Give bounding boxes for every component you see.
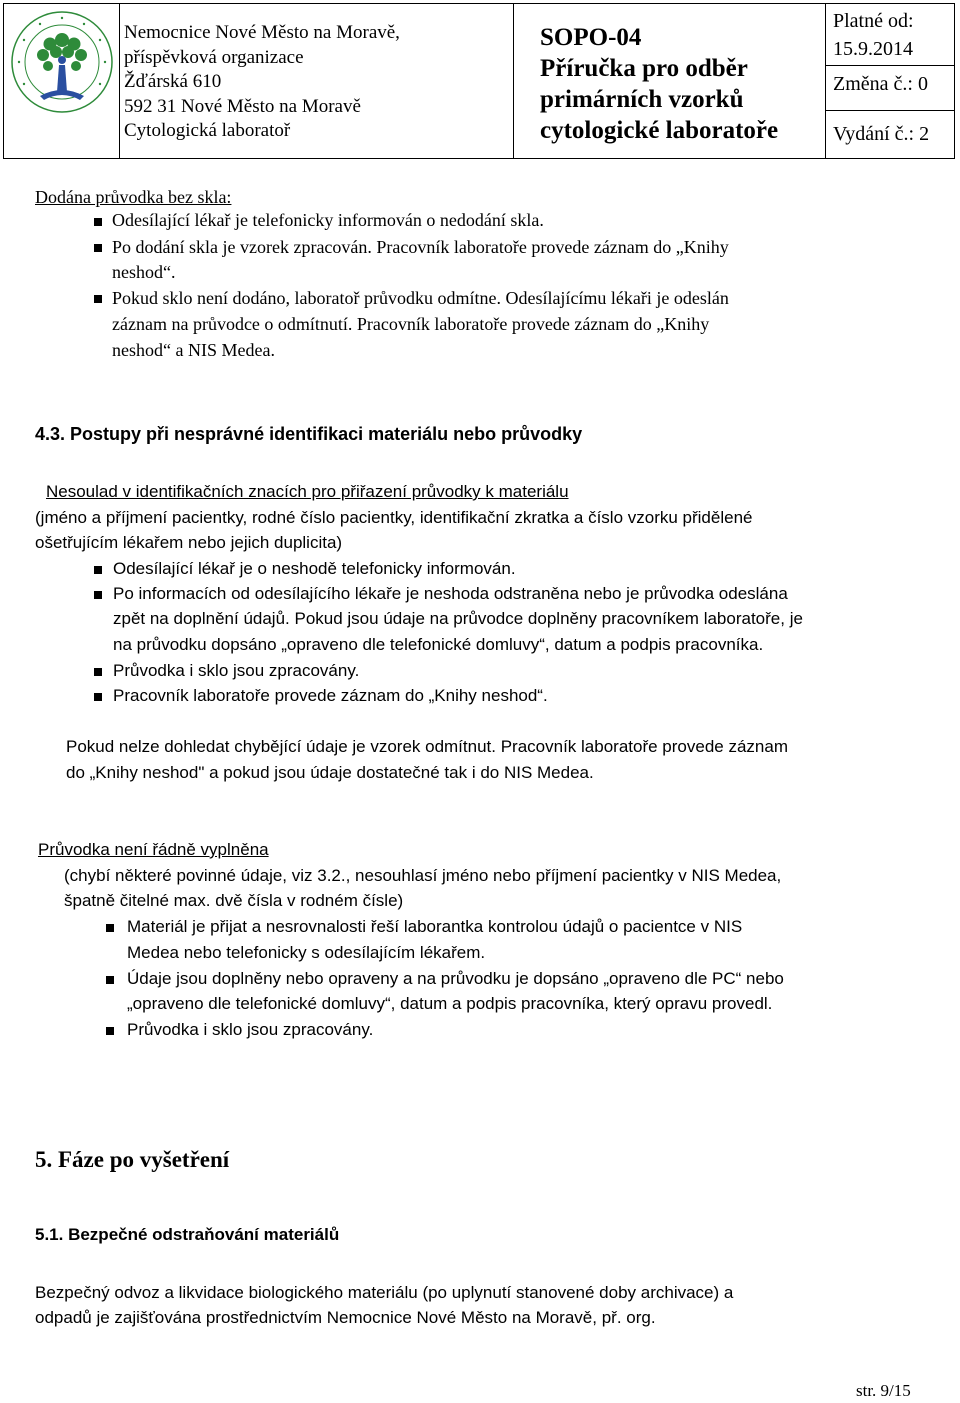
- organization-address: [124, 21, 400, 144]
- sub2-item-3: Průvodka i sklo jsou zpracovány.: [127, 1020, 374, 1039]
- sec-a-item-2: Po dodání skla je vzorek zpracován. Pracovník laboratoře provede záznam do „Knihy: [112, 237, 729, 257]
- document-title: [540, 22, 778, 146]
- section-5-1-title: 5.1. Bezpečné odstraňování materiálů: [35, 1225, 340, 1244]
- bullet-icon: [94, 668, 102, 676]
- doc-title-line-1: Příručka pro odběr: [540, 55, 748, 82]
- document-header: [3, 3, 955, 159]
- sec-a-item-3-cont-2: neshod“ a NIS Medea.: [112, 340, 275, 360]
- document-meta-cell: [826, 4, 954, 158]
- sec-a-item-3-cont-1: záznam na průvodce o odmítnutí. Pracovník laboratoře provede záznam do „Knihy: [112, 314, 710, 334]
- edition-row: [826, 111, 954, 158]
- valid-from-date: 15.9.2014: [833, 38, 913, 60]
- sec-a-item-2-cont: neshod“.: [112, 262, 176, 282]
- sub1-item-1: Odesílající lékař je o neshodě telefonicky informován.: [113, 559, 516, 578]
- section-5-1-text-1: Bezpečný odvoz a likvidace biologického materiálu (po uplynutí stanovené doby archivace) a: [35, 1283, 734, 1302]
- valid-from-row: [826, 4, 954, 66]
- change-number: Změna č.: 0: [833, 73, 928, 95]
- section-4-3-title: 4.3. Postupy při nesprávné identifikaci materiálu nebo průvodky: [35, 424, 583, 444]
- logo-cell: [4, 4, 120, 158]
- valid-from-label: Platné od:: [833, 10, 914, 32]
- sub2-intro-1: (chybí některé povinné údaje, viz 3.2., nesouhlasí jméno nebo příjmení pacientky v NIS Medea,: [64, 866, 782, 885]
- doc-title-line-2: primárních vzorků: [540, 86, 744, 113]
- sub2-item-2: Údaje jsou doplněny nebo opraveny a na průvodku je dopsáno „opraveno dle PC“ nebo: [127, 969, 784, 988]
- org-department: Cytologická laboratoř: [124, 120, 291, 141]
- org-city: 592 31 Nové Město na Moravě: [124, 95, 361, 117]
- org-street: Žďárská 610: [124, 71, 222, 92]
- bullet-icon: [106, 1027, 114, 1035]
- sub1-note-2: do „Knihy neshod" a pokud jsou údaje dostatečné tak i do NIS Medea.: [66, 763, 594, 782]
- org-name: Nemocnice Nové Město na Moravě,: [124, 22, 400, 43]
- sub1-item-4: Pracovník laboratoře provede záznam do „Knihy neshod“.: [113, 686, 548, 705]
- doc-code: SOPO-04: [540, 24, 642, 51]
- edition-number: Vydání č.: 2: [833, 123, 930, 145]
- bullet-icon: [94, 295, 102, 303]
- bullet-icon: [94, 244, 102, 252]
- section-5-title: 5. Fáze po vyšetření: [35, 1147, 230, 1172]
- sub1-item-2-cont-1: zpět na doplnění údajů. Pokud jsou údaje na průvodce doplněny pracovníkem laboratoře, je: [113, 609, 803, 628]
- sec-a-item-1: Odesílající lékař je telefonicky informován o nedodání skla.: [112, 210, 544, 230]
- org-type: příspěvková organizace: [124, 46, 304, 68]
- hospital-logo-icon: [10, 10, 114, 114]
- bullet-icon: [94, 591, 102, 599]
- sub2-item-1-cont: Medea nebo telefonicky s odesílajícím lékařem.: [127, 943, 486, 962]
- sub1-item-3: Průvodka i sklo jsou zpracovány.: [113, 661, 360, 680]
- document-title-cell: [514, 4, 826, 158]
- sub1-intro-2: ošetřujícím lékařem nebo jejich duplicita): [35, 533, 343, 552]
- organization-cell: [120, 4, 514, 158]
- sub2-item-2-cont: „opraveno dle telefonické domluvy“, datum a podpis pracovníka, který opravu provedl.: [127, 994, 773, 1013]
- sub2-intro-2: špatně čitelné max. dvě čísla v rodném čísle): [64, 891, 404, 910]
- section-5-1-text-2: odpadů je zajišťována prostřednictvím Nemocnice Nové Město na Moravě, př. org.: [35, 1308, 656, 1327]
- sub1-item-2-cont-2: na průvodku dopsáno „opraveno dle telefonické domluvy“, datum a podpis pracovníka.: [113, 635, 764, 654]
- sub2-item-1: Materiál je přijat a nesrovnalosti řeší laborantka kontrolou údajů o pacientce v NIS: [127, 917, 743, 936]
- sub1-intro-1: (jméno a příjmení pacientky, rodné číslo pacientky, identifikační zkratka a číslo vzorku přidělené: [35, 508, 753, 527]
- sec-a-item-3: Pokud sklo není dodáno, laboratoř průvodku odmítne. Odesílajícímu lékaři je odeslán: [112, 288, 729, 308]
- sec-a-heading: Dodána průvodka bez skla:: [35, 187, 232, 207]
- sub1-note-1: Pokud nelze dohledat chybějící údaje je vzorek odmítnut. Pracovník laboratoře provede záznam: [66, 737, 788, 756]
- change-row: [826, 66, 954, 111]
- doc-title-line-3: cytologické laboratoře: [540, 117, 779, 144]
- bullet-icon: [94, 693, 102, 701]
- sub1-heading: Nesoulad v identifikačních znacích pro přiřazení průvodky k materiálu: [46, 482, 569, 501]
- sub1-item-2: Po informacích od odesílajícího lékaře je neshoda odstraněna nebo je průvodka odeslána: [113, 584, 788, 603]
- bullet-icon: [94, 218, 102, 226]
- sub2-heading: Průvodka není řádně vyplněna: [38, 840, 269, 859]
- page-number: str. 9/15: [856, 1381, 911, 1400]
- bullet-icon: [94, 566, 102, 574]
- bullet-icon: [106, 976, 114, 984]
- bullet-icon: [106, 924, 114, 932]
